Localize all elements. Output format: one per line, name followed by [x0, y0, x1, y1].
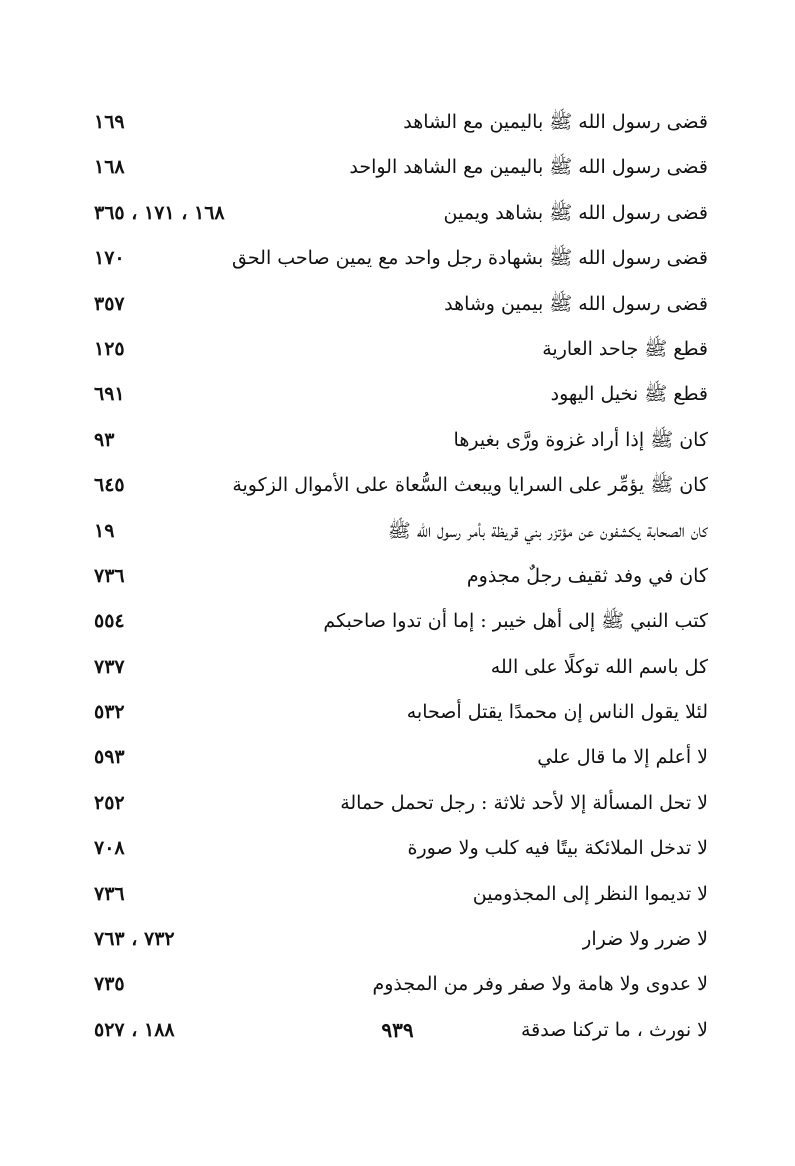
entry-page-refs: ٧٣٧	[94, 655, 125, 678]
entry-page-refs: ١٩	[94, 519, 115, 542]
index-entry	[90, 463, 708, 508]
index-entry	[90, 962, 708, 1007]
entry-page-refs: ٩٣	[94, 428, 115, 451]
index-entry	[90, 599, 708, 644]
entry-text: لا أعلم إلا ما قال علي	[537, 746, 708, 769]
entry-text: قطع ﷺ نخيل اليهود	[550, 383, 708, 406]
entry-text: لئلا يقول الناس إن محمدًا يقتل أصحابه	[406, 701, 708, 724]
entry-text: قضى رسول الله ﷺ باليمين مع الشاهد	[403, 111, 708, 133]
index-entry	[90, 145, 708, 190]
entry-text: لا تديموا النظر إلى المجذومين	[472, 882, 708, 905]
index-entry	[90, 100, 708, 145]
entry-text: كل باسم الله توكلًا على الله	[490, 655, 708, 678]
entry-page-refs: ٦٩١	[94, 383, 125, 406]
entry-page-refs: ٥٣٢	[94, 701, 125, 724]
entry-page-refs: ١٦٨ ، ١٧١ ، ٣٦٥	[94, 201, 225, 224]
entry-text: لا عدوى ولا هامة ولا صفر وفر من المجذوم	[372, 973, 708, 996]
index-entry	[90, 917, 708, 962]
entry-text: لا تحل المسألة إلا لأحد ثلاثة : رجل تحمل حمالة	[340, 791, 708, 814]
entry-page-refs: ٧٣٢ ، ٧٦٣	[94, 928, 175, 951]
entry-page-refs: ١٢٥	[94, 337, 125, 360]
entry-page-refs: ١٦٨	[94, 156, 125, 179]
index-entry	[90, 372, 708, 417]
entry-text: لا تدخل الملائكة بيتًا فيه كلب ولا صورة	[407, 837, 708, 860]
entry-text: كان ﷺ يؤمِّر على السرايا ويبعث السُّعاة على الأموال الزكوية	[232, 474, 708, 497]
index-entry	[90, 826, 708, 871]
entry-page-refs: ٣٥٧	[94, 292, 125, 315]
entry-text: قضى رسول الله ﷺ باليمين مع الشاهد الواحد	[349, 156, 708, 179]
entry-page-refs: ٧٣٥	[94, 973, 125, 996]
entry-text: كان ﷺ إذا أراد غزوة ورَّى بغيرها	[453, 428, 708, 451]
entry-page-refs: ١٦٩	[94, 111, 125, 133]
entry-text: كان الصحابة يكشفون عن مؤتزر بني قريظة بأمر رسول الله ﷺ	[387, 519, 708, 542]
page-number: ٩٣٩	[381, 1018, 414, 1042]
entry-text: لا ضرر ولا ضرار	[582, 928, 708, 951]
index-entry	[90, 781, 708, 826]
entry-page-refs: ٥٩٣	[94, 746, 125, 769]
entry-page-refs: ١٨٨ ، ٥٢٧	[94, 1018, 175, 1041]
entry-page-refs: ١٧٠	[94, 247, 125, 270]
entry-page-refs: ٢٥٢	[94, 791, 125, 814]
entry-text: كان في وفد ثقيف رجلٌ مجذوم	[466, 564, 708, 587]
entry-text: كتب النبي ﷺ إلى أهل خيبر : إما أن تدوا صاحبكم	[323, 610, 708, 633]
index-entry	[90, 509, 708, 554]
entry-text: قطع ﷺ جاحد العارية	[542, 337, 708, 360]
entry-text: قضى رسول الله ﷺ بشهادة رجل واحد مع يمين صاحب الحق	[232, 247, 708, 270]
entry-text: لا نورث ، ما تركنا صدقة	[520, 1018, 708, 1041]
entry-text: قضى رسول الله ﷺ بشاهد ويمين	[443, 201, 708, 224]
hadith-index-list	[90, 100, 708, 1053]
index-entry	[90, 872, 708, 917]
index-entry	[90, 327, 708, 372]
index-entry	[90, 282, 708, 327]
entry-text: قضى رسول الله ﷺ بيمين وشاهد	[444, 292, 708, 315]
entry-page-refs: ٥٥٤	[94, 610, 125, 633]
index-entry	[90, 645, 708, 690]
index-entry	[90, 690, 708, 735]
index-entry	[90, 735, 708, 780]
index-entry	[90, 418, 708, 463]
index-entry	[90, 554, 708, 599]
entry-page-refs: ٧٠٨	[94, 837, 125, 860]
entry-page-refs: ٧٣٦	[94, 564, 125, 587]
entry-page-refs: ٧٣٦	[94, 882, 125, 905]
entry-page-refs: ٦٤٥	[94, 474, 125, 497]
index-entry	[90, 236, 708, 281]
index-entry	[90, 191, 708, 236]
